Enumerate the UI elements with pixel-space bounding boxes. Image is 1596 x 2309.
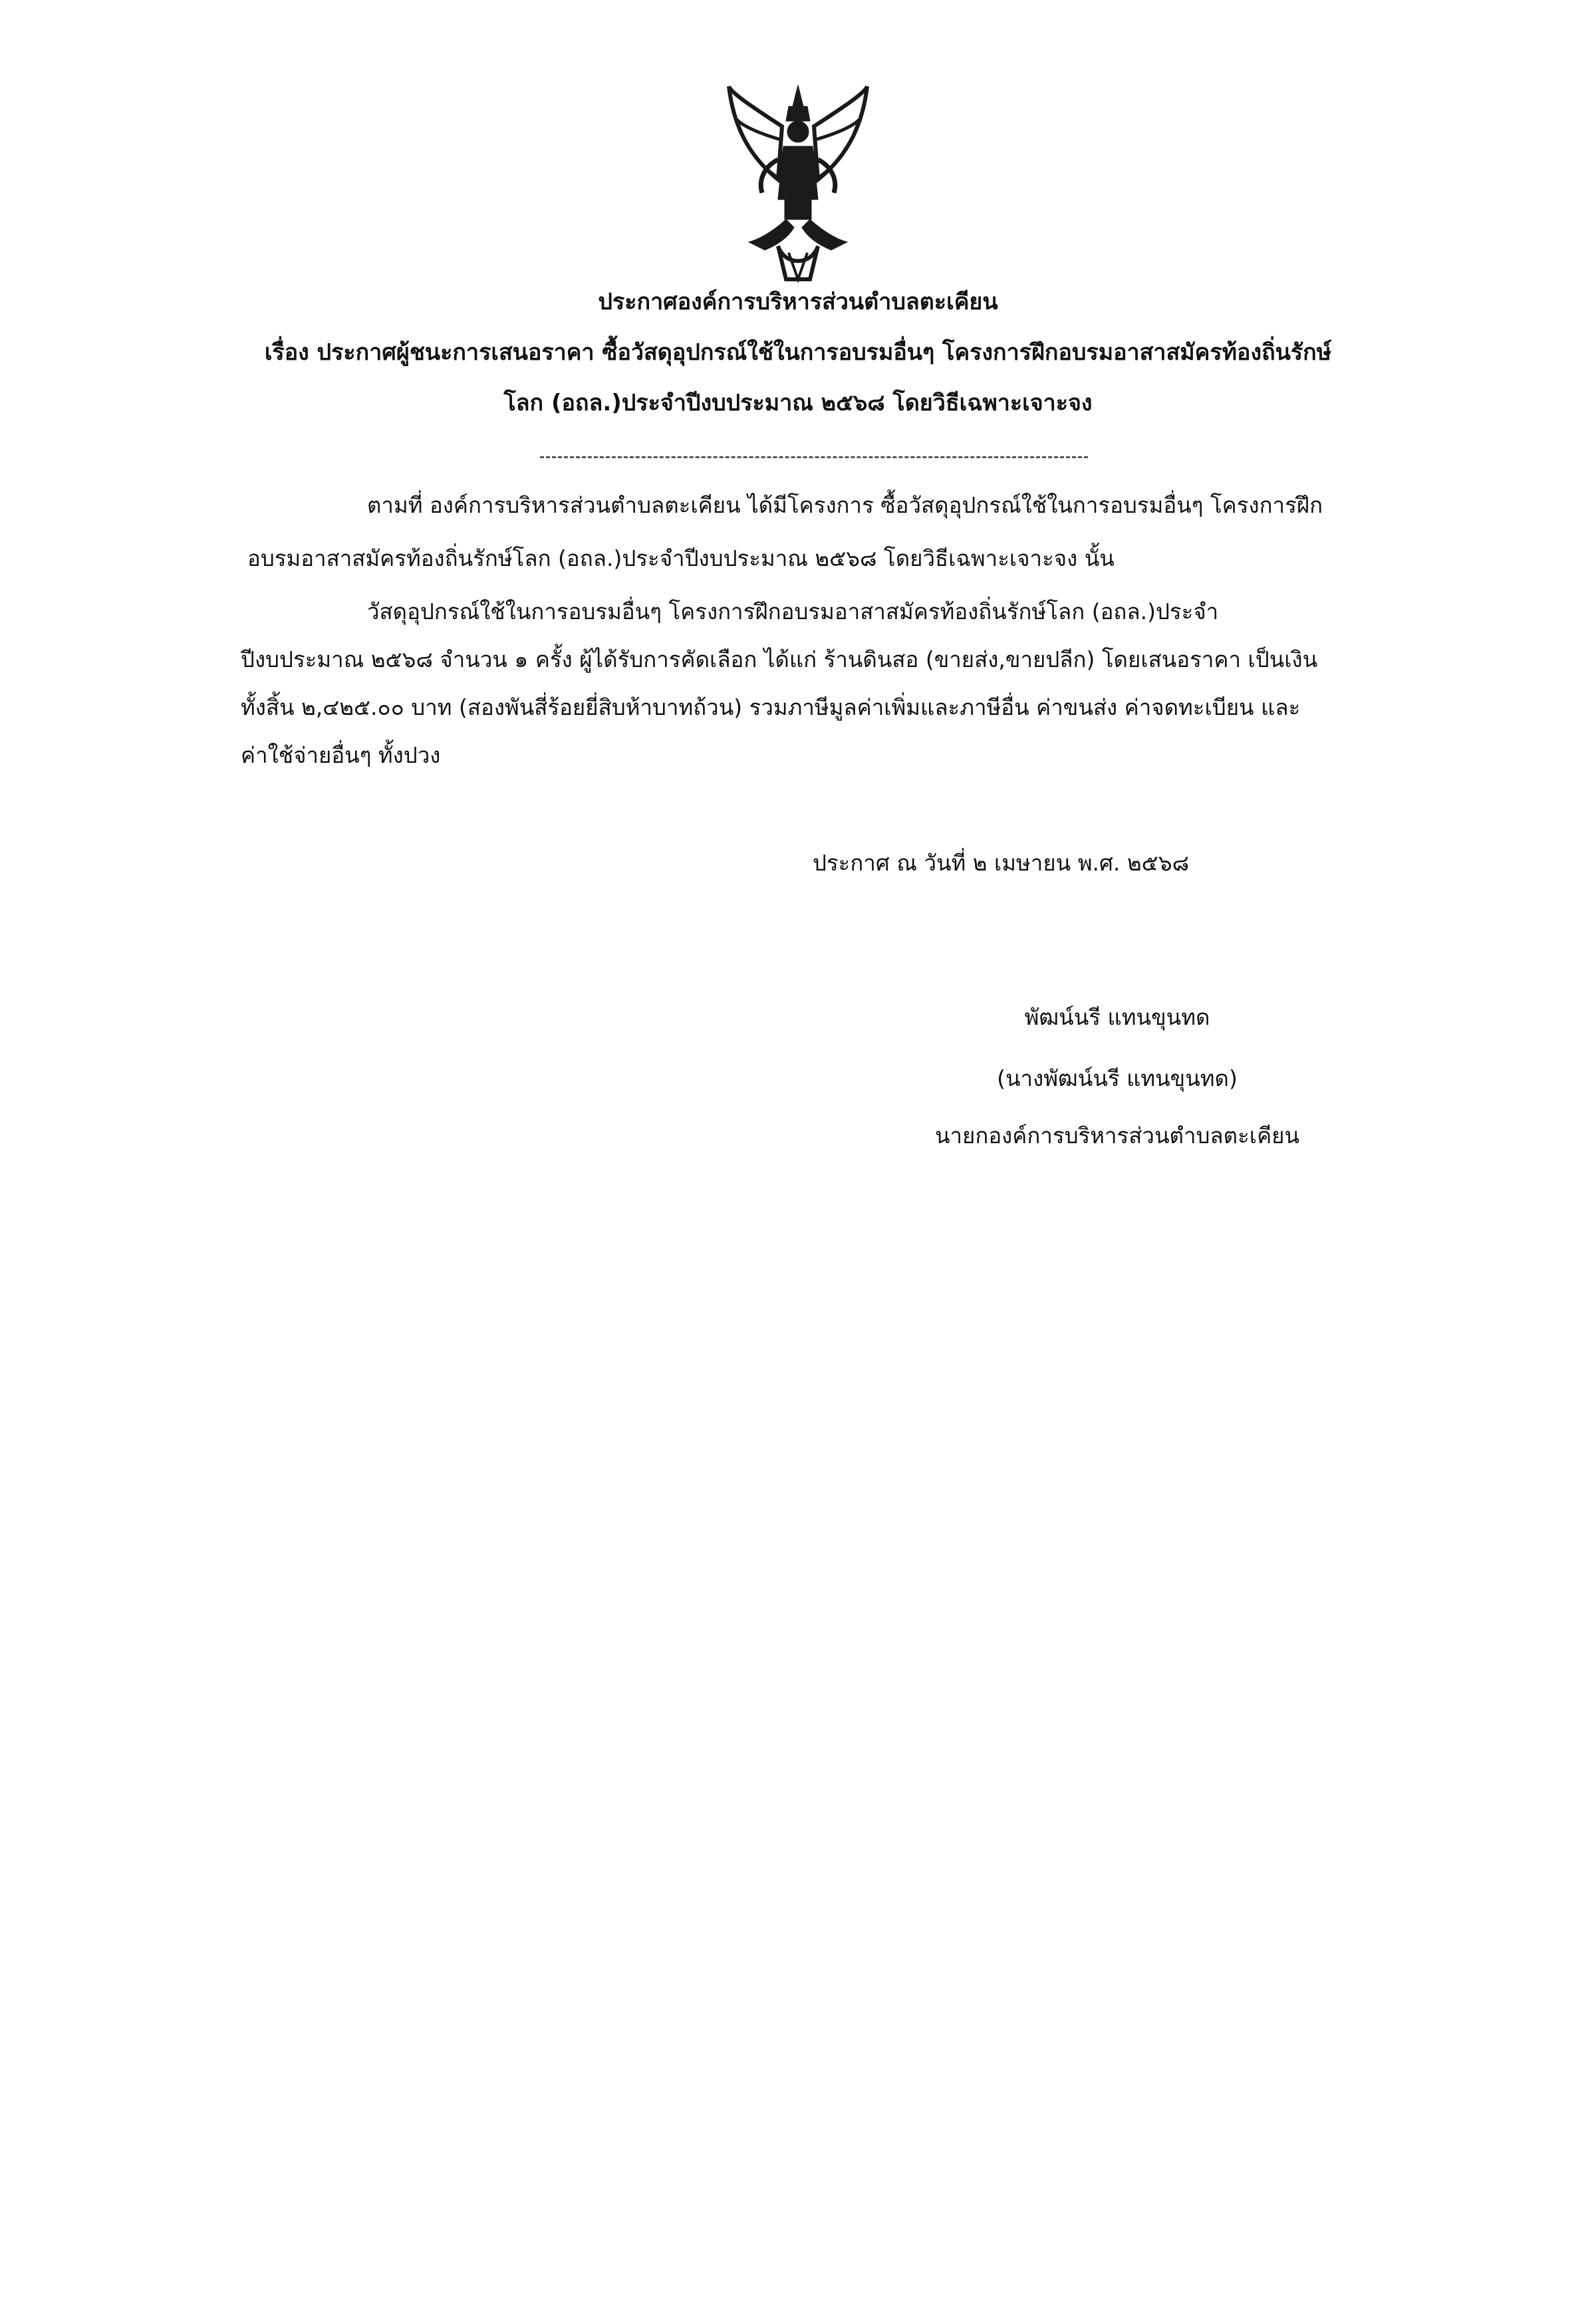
body-paragraph-1-line-2: อบรมอาสาสมัครท้องถิ่นรักษ์โลก (อถล.)ประจำปีงบประมาณ ๒๕๖๘ โดยวิธีเฉพาะเจาะจง นั้น bbox=[247, 545, 1115, 571]
signatory-position: นายกองค์การบริหารส่วนตำบลตะเคียน bbox=[934, 1123, 1300, 1149]
body-paragraph-2-line-1: วัสดุอุปกรณ์ใช้ในการอบรมอื่นๆ โครงการฝึกอบรมอาสาสมัครท้องถิ่นรักษ์โลก (อถล.)ประจำ bbox=[367, 599, 1219, 624]
body-paragraph-2-line-4: ค่าใช้จ่ายอื่นๆ ทั้งปวง bbox=[241, 742, 441, 768]
signature: พัฒน์นรี แทนขุนทด bbox=[1024, 1004, 1210, 1030]
signatory-full-name: (นางพัฒน์นรี แทนขุนทด) bbox=[997, 1065, 1238, 1091]
garuda-emblem-icon bbox=[725, 80, 871, 286]
body-paragraph-2-line-3: ทั้งสิ้น ๒,๔๒๕.๐๐ บาท (สองพันสี่ร้อยยี่สิบห้าบาทถ้วน) รวมภาษีมูลค่าเพิ่มและภาษีอื่น ค่าขนส่ง ค่าจดทะเบียน และ bbox=[241, 694, 1301, 720]
header-org-line: ประกาศองค์การบริหารส่วนตำบลตะเคียน bbox=[598, 289, 998, 315]
header-subject-line-2: โลก (อถล.)ประจำปีงบประมาณ ๒๕๖๘ โดยวิธีเฉพาะเจาะจง bbox=[503, 390, 1093, 416]
body-paragraph-2-line-2: ปีงบประมาณ ๒๕๖๘ จำนวน ๑ ครั้ง ผู้ได้รับการคัดเลือก ได้แก่ ร้านดินสอ (ขายส่ง,ขายปลีก) โดยเสนอราคา เป็นเงิน bbox=[241, 646, 1318, 672]
header-separator bbox=[540, 456, 1088, 458]
header-subject-line-1: เรื่อง ประกาศผู้ชนะการเสนอราคา ซื้อวัสดุอุปกรณ์ใช้ในการอบรมอื่นๆ โครงการฝึกอบรมอาสาสมัครท้องถิ่นรักษ์ bbox=[264, 339, 1332, 366]
body-paragraph-1-line-1: ตามที่ องค์การบริหารส่วนตำบลตะเคียน ได้มีโครงการ ซื้อวัสดุอุปกรณ์ใช้ในการอบรมอื่นๆ โครงการฝึก bbox=[367, 492, 1323, 518]
announcement-date: ประกาศ ณ วันที่ ๒ เมษายน พ.ศ. ๒๕๖๘ bbox=[813, 850, 1190, 876]
